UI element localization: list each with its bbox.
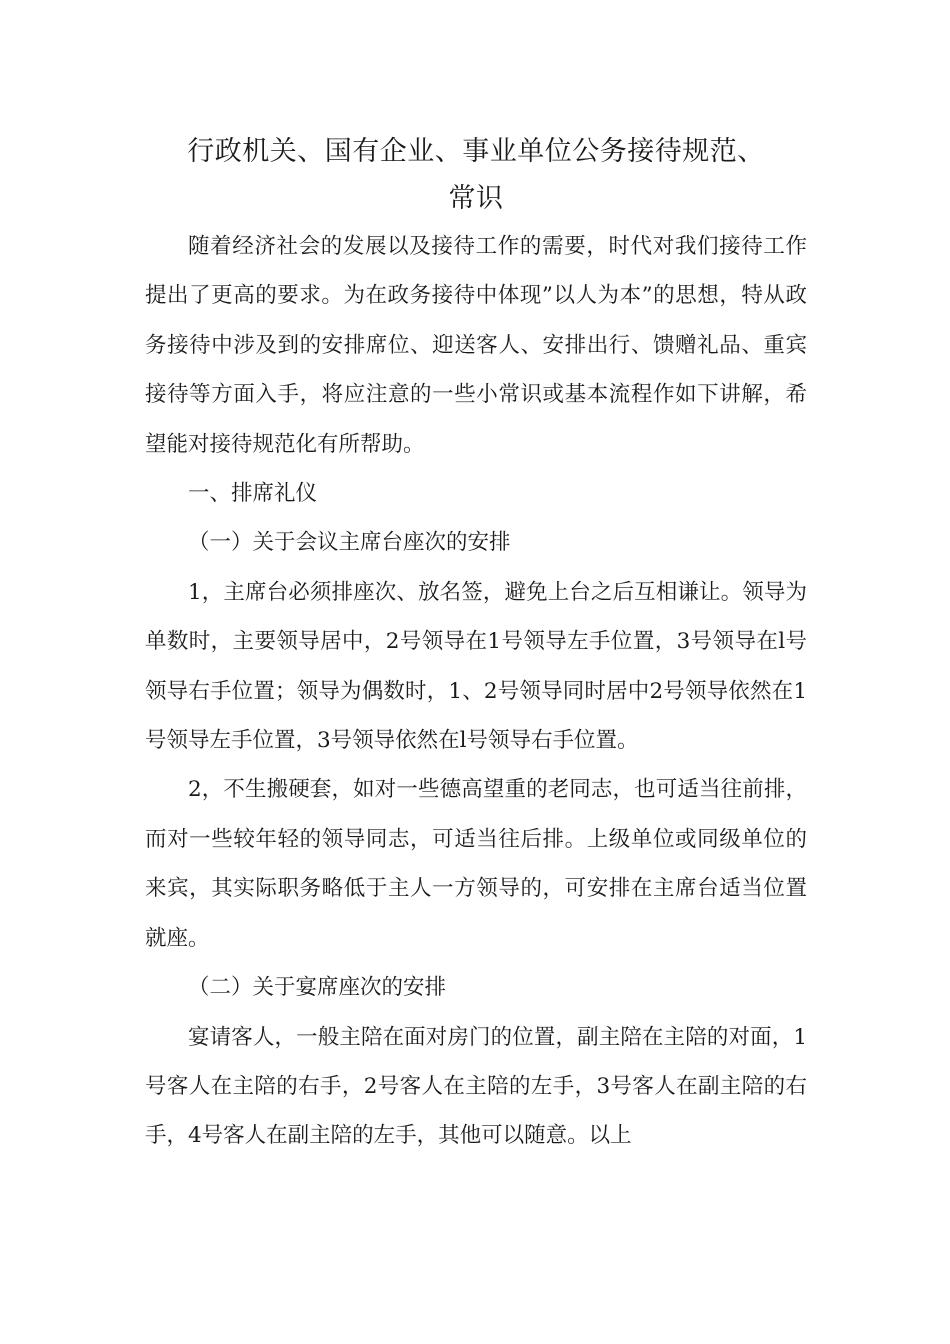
subsection-heading-banquet-seating: （二）关于宴席座次的安排 [188,975,447,1001]
title-line-2: 常识 [448,183,504,214]
document-body [145,128,807,1161]
paragraph-intro: 随着经济社会的发展以及接待工作的需要，时代对我们接待工作提出了更高的要求。为在政务接待中体现”以人为本”的思想，特从政务接待中涉及到的安排席位、迎送客人、安排出行、馈赠礼品、重宾接待等方面入手，将应注意的一些小常识或基本流程作如下讲解，希望能对接待规范化有所帮助。 [145,234,807,457]
document-title [145,128,807,222]
paragraph-banquet-seating: 宴请客人，一般主陪在面对房门的位置，副主陪在主陪的对面，1号客人在主陪的右手，2号客人在主陪的左手，3号客人在副主陪的右手，4号客人在副主陪的左手，其他可以随意。以上 [145,1024,807,1149]
section-heading-seating-etiquette: 一、排席礼仪 [188,481,318,507]
title-line-1: 行政机关、国有企业、事业单位公务接待规范、 [187,136,765,167]
paragraph-rostrum-rule-2: 2，不生搬硬套，如对一些德高望重的老同志，也可适当往前排，而对一些较年轻的领导同志，可适当往后排。上级单位或同级单位的来宾，其实际职务略低于主人一方领导的，可安排在主席台适当位置就座。 [145,777,807,951]
paragraph-rostrum-rule-1: 1，主席台必须排座次、放名签，避免上台之后互相谦让。领导为单数时，主要领导居中，2号领导在1号领导左手位置，3号领导在l号领导右手位置；领导为偶数时，1、2号领导同时居中2号领导依然在1号领导左手位置，3号领导依然在l号领导右手位置。 [145,579,807,754]
subsection-heading-rostrum-seating: （一）关于会议主席台座次的安排 [188,530,511,556]
